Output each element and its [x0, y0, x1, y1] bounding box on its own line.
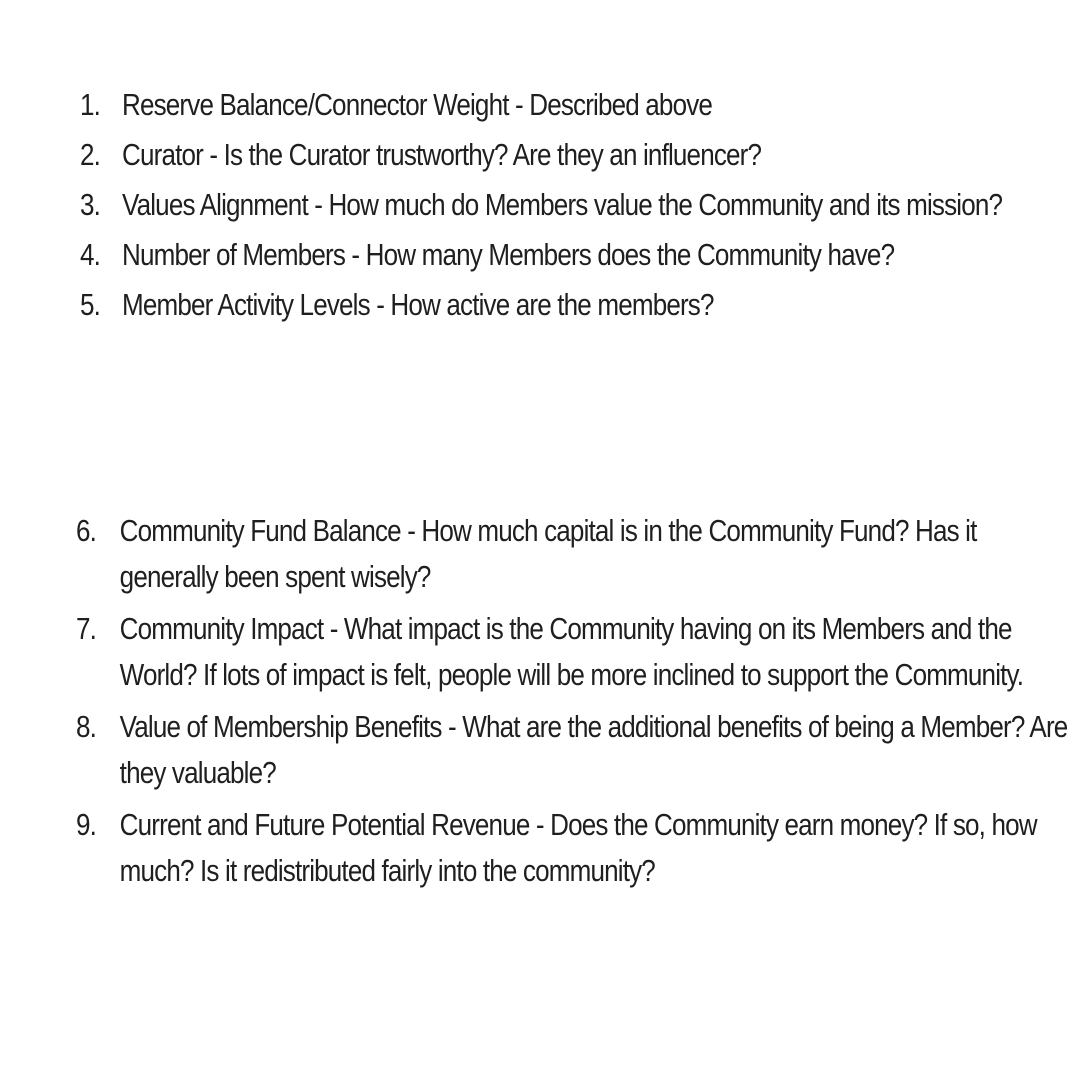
- item-text: Curator - Is the Curator trustworthy? Are they an influencer?: [122, 137, 762, 172]
- item-number: 4.: [80, 237, 101, 272]
- list-item: [76, 802, 1071, 894]
- item-number: 7.: [76, 611, 97, 646]
- item-text: Reserve Balance/Connector Weight - Described above: [122, 87, 713, 122]
- item-text: Community Fund Balance - How much capital is in the Community Fund? Has it generally been spent wisely?: [119, 513, 977, 594]
- item-text: Member Activity Levels - How active are the members?: [122, 287, 714, 322]
- list-item: [80, 232, 1054, 278]
- item-text: Values Alignment - How much do Members value the Community and its mission?: [122, 187, 1003, 222]
- item-text: Community Impact - What impact is the Community having on its Members and the World? If lots of impact is felt, people will be more inclined to support the Community.: [119, 611, 1024, 692]
- list-item: [76, 606, 1071, 698]
- item-number: 1.: [80, 87, 101, 122]
- list-item: [80, 182, 1054, 228]
- item-number: 3.: [80, 187, 101, 222]
- list-item: [80, 282, 1054, 328]
- list-item: [76, 704, 1071, 796]
- item-text: Number of Members - How many Members does the Community have?: [122, 237, 895, 272]
- list-item: [80, 82, 1054, 128]
- item-number: 9.: [76, 807, 97, 842]
- item-number: 6.: [76, 513, 97, 548]
- item-text: Current and Future Potential Revenue - Does the Community earn money? If so, how much? Is it redistributed fairly into the community?: [119, 807, 1037, 888]
- criteria-list-first: [80, 82, 1020, 332]
- item-number: 8.: [76, 709, 97, 744]
- criteria-list-second: [76, 508, 1068, 900]
- item-text: Value of Membership Benefits - What are the additional benefits of being a Member? Are they valuable?: [119, 709, 1068, 790]
- item-number: 5.: [80, 287, 101, 322]
- item-number: 2.: [80, 137, 101, 172]
- list-item: [76, 508, 1071, 600]
- list-item: [80, 132, 1054, 178]
